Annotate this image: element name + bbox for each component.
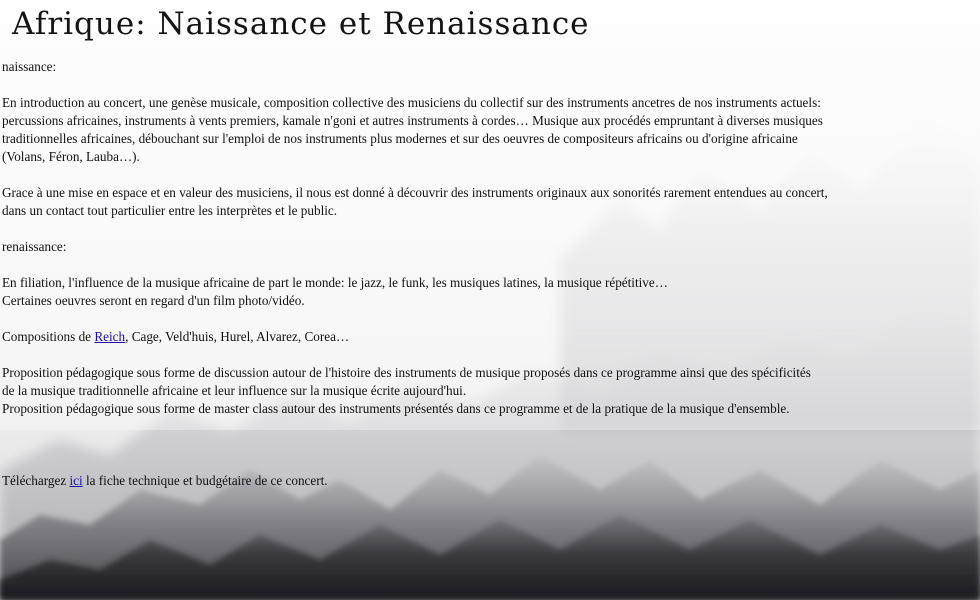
compositions-prefix: Compositions de bbox=[2, 329, 95, 344]
naissance-heading: naissance: bbox=[2, 59, 57, 74]
text-block bbox=[2, 58, 952, 490]
download-suffix: la fiche technique et budgétaire de ce concert. bbox=[82, 473, 328, 488]
naissance-paragraph-1-line: percussions africaines, instruments à vents premiers, kamale n'goni et autres instruments à cordes… Musique aux procédés empruntant à diverses musiques bbox=[2, 113, 823, 128]
pedagogy-line: de la musique traditionnelle africaine et leur influence sur la musique écrite aujourd'hui. bbox=[2, 383, 467, 398]
pedagogy-line: Proposition pédagogique sous forme de master class autour des instruments présentés dans ce programme et de la pratique de la musique d'ensemble. bbox=[2, 401, 790, 416]
naissance-paragraph-1-line: (Volans, Féron, Lauba…). bbox=[2, 149, 140, 164]
page-title: Afrique: Naissance et Renaissance bbox=[12, 6, 590, 42]
reich-link[interactable]: Reich bbox=[94, 329, 126, 344]
pedagogy-line: Proposition pédagogique sous forme de discussion autour de l'histoire des instruments de musique proposés dans ce programme ainsi que des spécificités bbox=[2, 365, 811, 380]
renaissance-paragraph-line: Certaines oeuvres seront en regard d'un film photo/vidéo. bbox=[2, 293, 305, 308]
naissance-paragraph-2-line: Grace à une mise en espace et en valeur des musiciens, il nous est donné à découvrir des instruments originaux aux sonorités rarement entendues au concert, bbox=[2, 185, 828, 200]
renaissance-heading: renaissance: bbox=[2, 239, 67, 254]
naissance-paragraph-2-line: dans un contact tout particulier entre les interprètes et le public. bbox=[2, 203, 338, 218]
compositions-line bbox=[2, 328, 952, 346]
naissance-paragraph-1-line: En introduction au concert, une genèse musicale, composition collective des musiciens du collectif sur des instruments ancetres de nos instruments actuels: bbox=[2, 95, 821, 110]
download-link[interactable]: ici bbox=[69, 473, 83, 488]
renaissance-paragraph-line: En filiation, l'influence de la musique africaine de part le monde: le jazz, le funk, les musiques latines, la musique répétitive… bbox=[2, 275, 668, 290]
download-prefix: Téléchargez bbox=[2, 473, 70, 488]
download-line bbox=[2, 472, 952, 490]
naissance-paragraph-1-line: traditionnelles africaines, débouchant sur l'emploi de nos instruments plus modernes et sur des oeuvres de compositeurs africains ou d'origine africaine bbox=[2, 131, 798, 146]
compositions-suffix: , Cage, Veld'huis, Hurel, Alvarez, Corea… bbox=[125, 329, 350, 344]
